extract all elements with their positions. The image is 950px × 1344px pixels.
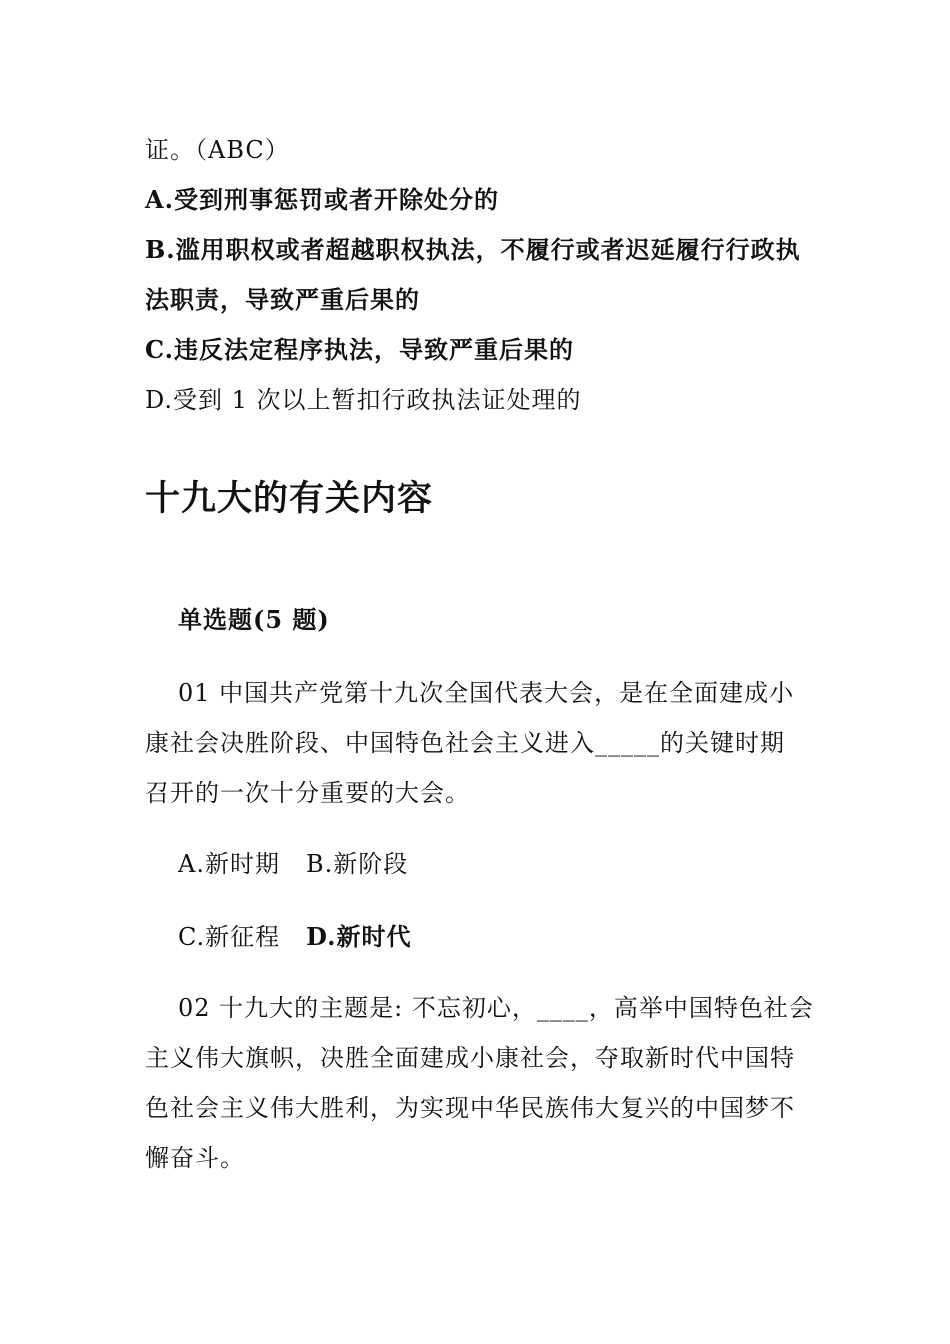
q2-line2: 主义伟大旗帜，决胜全面建成小康社会，夺取新时代中国特	[145, 1044, 795, 1072]
prev-option-b-line2: 法职责，导致严重后果的	[145, 285, 420, 314]
prev-option-d: D.受到 1 次以上暂扣行政执法证处理的	[145, 386, 582, 414]
q2-line3: 色社会主义伟大胜利，为实现中华民族伟大复兴的中国梦不	[145, 1094, 795, 1122]
prev-option-b-line1: B.滥用职权或者超越职权执法，不履行或者迟延履行行政执	[145, 235, 801, 264]
q1-option-c: C.新征程	[178, 923, 281, 951]
section-subtitle: 单选题(5 题)	[178, 605, 330, 634]
q1-option-d: D.新时代	[306, 922, 412, 951]
prev-option-c: C.违反法定程序执法，导致严重后果的	[145, 335, 575, 364]
q1-options-row2	[178, 921, 411, 953]
prev-option-a: A.受到刑事惩罚或者开除处分的	[145, 185, 499, 214]
q1-option-b: B.新阶段	[305, 850, 409, 878]
q1-line1: 01 中国共产党第十九次全国代表大会，是在全面建成小	[178, 679, 795, 707]
q2-line4: 懈奋斗。	[145, 1144, 245, 1172]
prev-question-tail: 证。（ABC）	[145, 136, 290, 164]
q1-line2: 康社会决胜阶段、中国特色社会主义进入_____的关键时期	[145, 729, 785, 757]
section-title: 十九大的有关内容	[145, 479, 434, 519]
q1-options-row1	[178, 848, 408, 880]
q2-line1: 02 十九大的主题是: 不忘初心，____，高举中国特色社会	[178, 994, 814, 1022]
q1-option-a: A.新时期	[178, 850, 280, 878]
q1-line3: 召开的一次十分重要的大会。	[145, 779, 470, 807]
